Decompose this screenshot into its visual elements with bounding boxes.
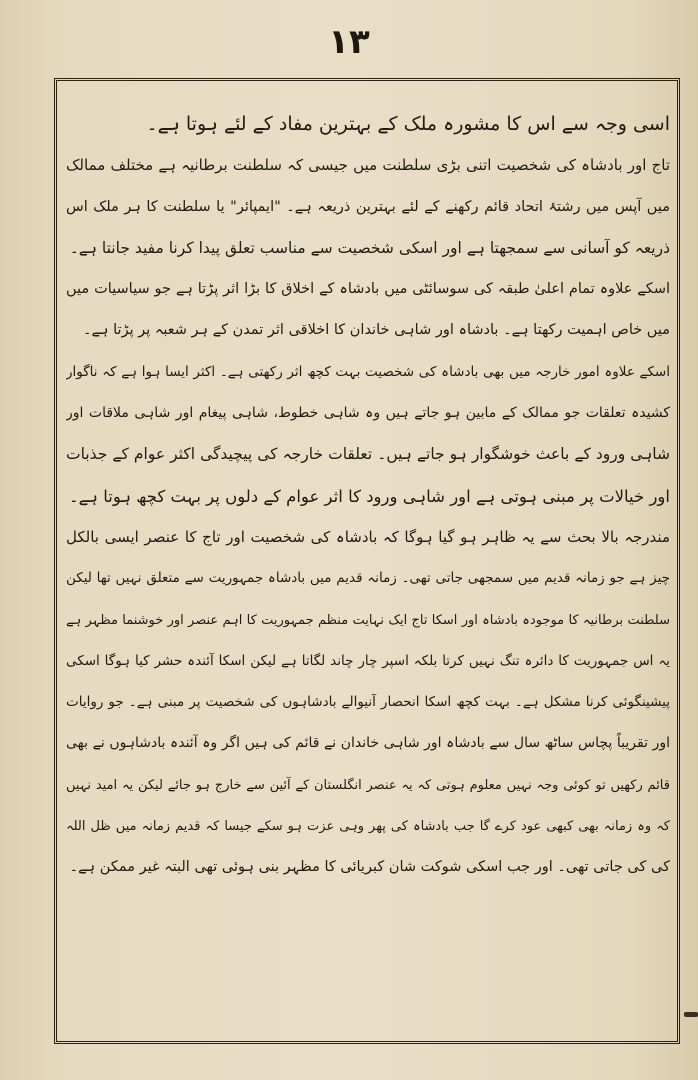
text-line: کی کی جاتی تھی۔ اور جب اسکی شوکت شان کبریائی کا مظہر بنی ہوئی تھی البتہ غیر ممکن ہے۔ [69,859,670,876]
text-line: تاج اور بادشاہ کی شخصیت اتنی بڑی سلطنت میں جیسی کہ سلطنت برطانیہ ہے مختلف ممالک [66,156,670,175]
text-line: اسکے علاوہ امور خارجہ میں بھی بادشاہ کی شخصیت بہت کچھ اثر رکھتی ہے۔ اکثر ایسا ہوا ہے کہ ناگوار [66,363,670,380]
text-line: کہ وہ زمانہ بھی کبھی عود کرے گا جب بادشاہ کی پھر وہی عزت ہو سکے جیسا کہ قدیم زمانہ میں ظل اللہ [66,819,670,835]
page-number: ١٣ [328,22,370,62]
text-line: چیز ہے جو زمانہ قدیم میں سمجھی جاتی تھی۔ زمانہ قدیم میں بادشاہ جمہوریت سے متعلق نہیں تھا لیکن [66,570,670,587]
urdu-text-body [66,104,670,889]
text-line: اسکے علاوہ تمام اعلیٰ طبقہ کی سوسائٹی میں بادشاہ کے اخلاق کا بڑا اثر پڑتا ہے جو سیاسیات میں [66,281,670,298]
text-line: پیشینگوئی کرنا مشکل ہے۔ بہت کچھ اسکا انحصار آنیوالے بادشاہوں کی شخصیت پر مبنی ہے۔ جو روایات [66,694,670,711]
text-line: اور تقریباً پچاس ساٹھ سال سے بادشاہ اور شاہی خاندان نے قائم کی ہیں اگر وہ آئندہ بادشاہوں نے بھی [66,735,670,752]
text-line: شاہی ورود کے باعث خوشگوار ہو جاتے ہیں۔ تعلقات خارجہ کی پیچیدگی اکثر عوام کے جذبات [66,445,670,464]
text-line: سلطنت برطانیہ کا موجودہ بادشاہ اور اسکا تاج ایک نہایت منظم جمہوریت کا اہم عنصر اور خوشنما مظہر ہے [66,612,670,628]
text-line: یہ اس جمہوریت کا دائرہ تنگ نہیں کرتا بلکہ اسپر چار چاند لگاتا ہے لیکن اسکا آئندہ حشر کیا ہوگا اسکی [66,652,670,669]
text-line: مندرجہ بالا بحث سے یہ ظاہر ہو گیا ہوگا کہ بادشاہ کی شخصیت اور تاج کا عنصر ایسی بالکل [66,527,670,546]
text-line: میں خاص اہمیت رکھتا ہے۔ بادشاہ اور شاہی خاندان کا اخلاقی اثر تمدن کے ہر شعبہ پر پڑتا ہے۔ [83,322,670,339]
text-line: اسی وجہ سے اس کا مشورہ ملک کے بہترین مفاد کے لئے ہوتا ہے۔ [146,113,670,135]
text-line: قائم رکھیں تو کوئی وجہ نہیں معلوم ہوتی کہ یہ عنصر انگلستان کے آئین سے خارج ہو جائے لیکن یہ امید نہیں [66,777,670,793]
text-line: ذریعہ کو آسانی سے سمجھتا ہے اور اسکی شخصیت سے مناسب تعلق پیدا کرنا مفید جانتا ہے۔ [69,238,670,257]
text-line: میں آپس میں رشتۂ اتحاد قائم رکھنے کے لئے بہترین ذریعہ ہے۔ "ایمپائر" یا سلطنت کا ہر ملک اس [66,198,670,215]
page-edge-mark [684,1012,698,1017]
text-line: اور خیالات پر مبنی ہوتی ہے اور شاہی ورود کا اثر عوام کے دلوں پر بہت کچھ ہوتا ہے۔ [68,486,670,506]
text-line: کشیدہ تعلقات جو ممالک کے مابین ہو جاتے ہیں وہ شاہی خطوط، شاہی پیغام اور شاہی ملاقات اور [66,405,670,422]
